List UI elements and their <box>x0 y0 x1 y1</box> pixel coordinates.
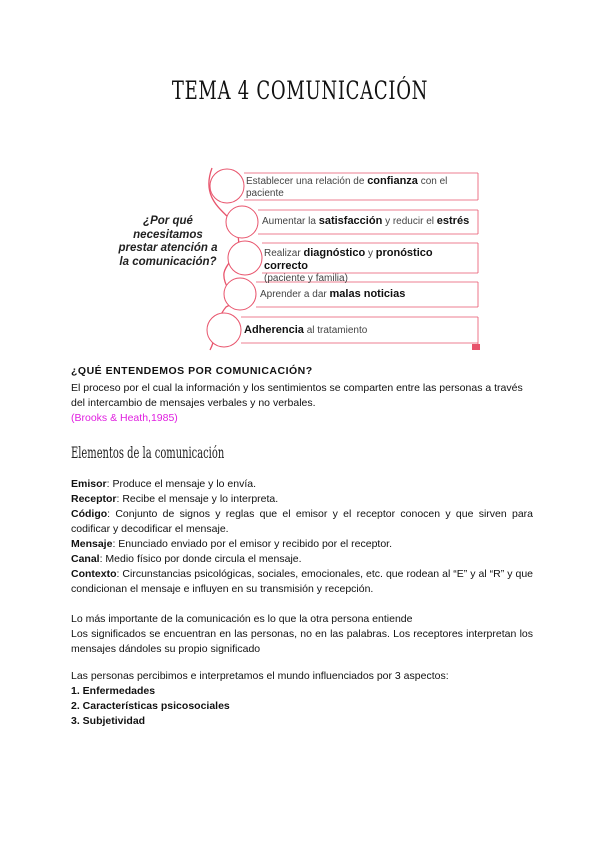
reasons-diagram <box>0 160 600 355</box>
diagram-item-1: Establecer una relación de confianza con el paciente <box>246 175 448 199</box>
aspect-item: 1. Enfermedades <box>71 685 156 697</box>
notes-block <box>71 612 533 657</box>
bullet-circle <box>228 241 262 275</box>
element-contexto: Contexto: Circunstancias psicológicas, sociales, emocionales, etc. que rodean al “E” y al “R” y que condicionan el mensaje e influyen en su transmisión y recepción. <box>71 568 533 595</box>
definition-reference: (Brooks & Heath,1985) <box>71 412 178 424</box>
element-receptor: Receptor: Recibe el mensaje y lo interpreta. <box>71 493 279 505</box>
diagram-item-3: Realizar diagnóstico y pronóstico correcto (paciente y familia) <box>264 247 433 284</box>
aspect-item: 2. Características psicosociales <box>71 700 230 712</box>
diagram-item-4: Aprender a dar malas noticias <box>260 288 406 300</box>
definition-text: El proceso por el cual la información y los sentimientos se comparten entre las personas a través del intercambio de mensajes verbales y no verbales. (Brooks & Heath,1985) <box>71 382 523 424</box>
diagram-question: ¿Por qué necesitamos prestar atención a la comunicación? <box>118 215 218 268</box>
elements-list <box>71 477 533 597</box>
note-1: Lo más importante de la comunicación es lo que la otra persona entiende <box>71 613 413 625</box>
section-heading-definition: ¿QUÉ ENTENDEMOS POR COMUNICACIÓN? <box>71 365 313 377</box>
bullet-circle <box>207 313 241 347</box>
aspects-block <box>71 669 533 729</box>
element-canal: Canal: Medio físico por donde circula el mensaje. <box>71 553 302 565</box>
aspects-intro: Las personas percibimos e interpretamos el mundo influenciados por 3 aspectos: <box>71 670 449 682</box>
element-mensaje: Mensaje: Enunciado enviado por el emisor y recibido por el receptor. <box>71 538 393 550</box>
section-heading-elements: Elementos de la comunicación <box>71 443 225 462</box>
diagram-item-5: Adherencia al tratamiento <box>244 324 368 336</box>
bullet-circle <box>226 206 258 238</box>
element-emisor: Emisor: Produce el mensaje y lo envía. <box>71 478 257 490</box>
element-codigo: Código: Conjunto de signos y reglas que el emisor y el receptor conocen y que sirven para codificar y decodificar el mensaje. <box>71 508 533 535</box>
corner-marker <box>472 344 480 350</box>
diagram-item-2: Aumentar la satisfacción y reducir el estrés <box>262 215 470 227</box>
note-2: Los significados se encuentran en las personas, no en las palabras. Los receptores interpretan los mensajes dándoles su propio significado <box>71 628 533 655</box>
aspect-item: 3. Subjetividad <box>71 715 146 727</box>
page-title: TEMA 4 COMUNICACIÓN <box>171 76 429 105</box>
bullet-circle <box>210 169 244 203</box>
bullet-circle <box>224 278 256 310</box>
